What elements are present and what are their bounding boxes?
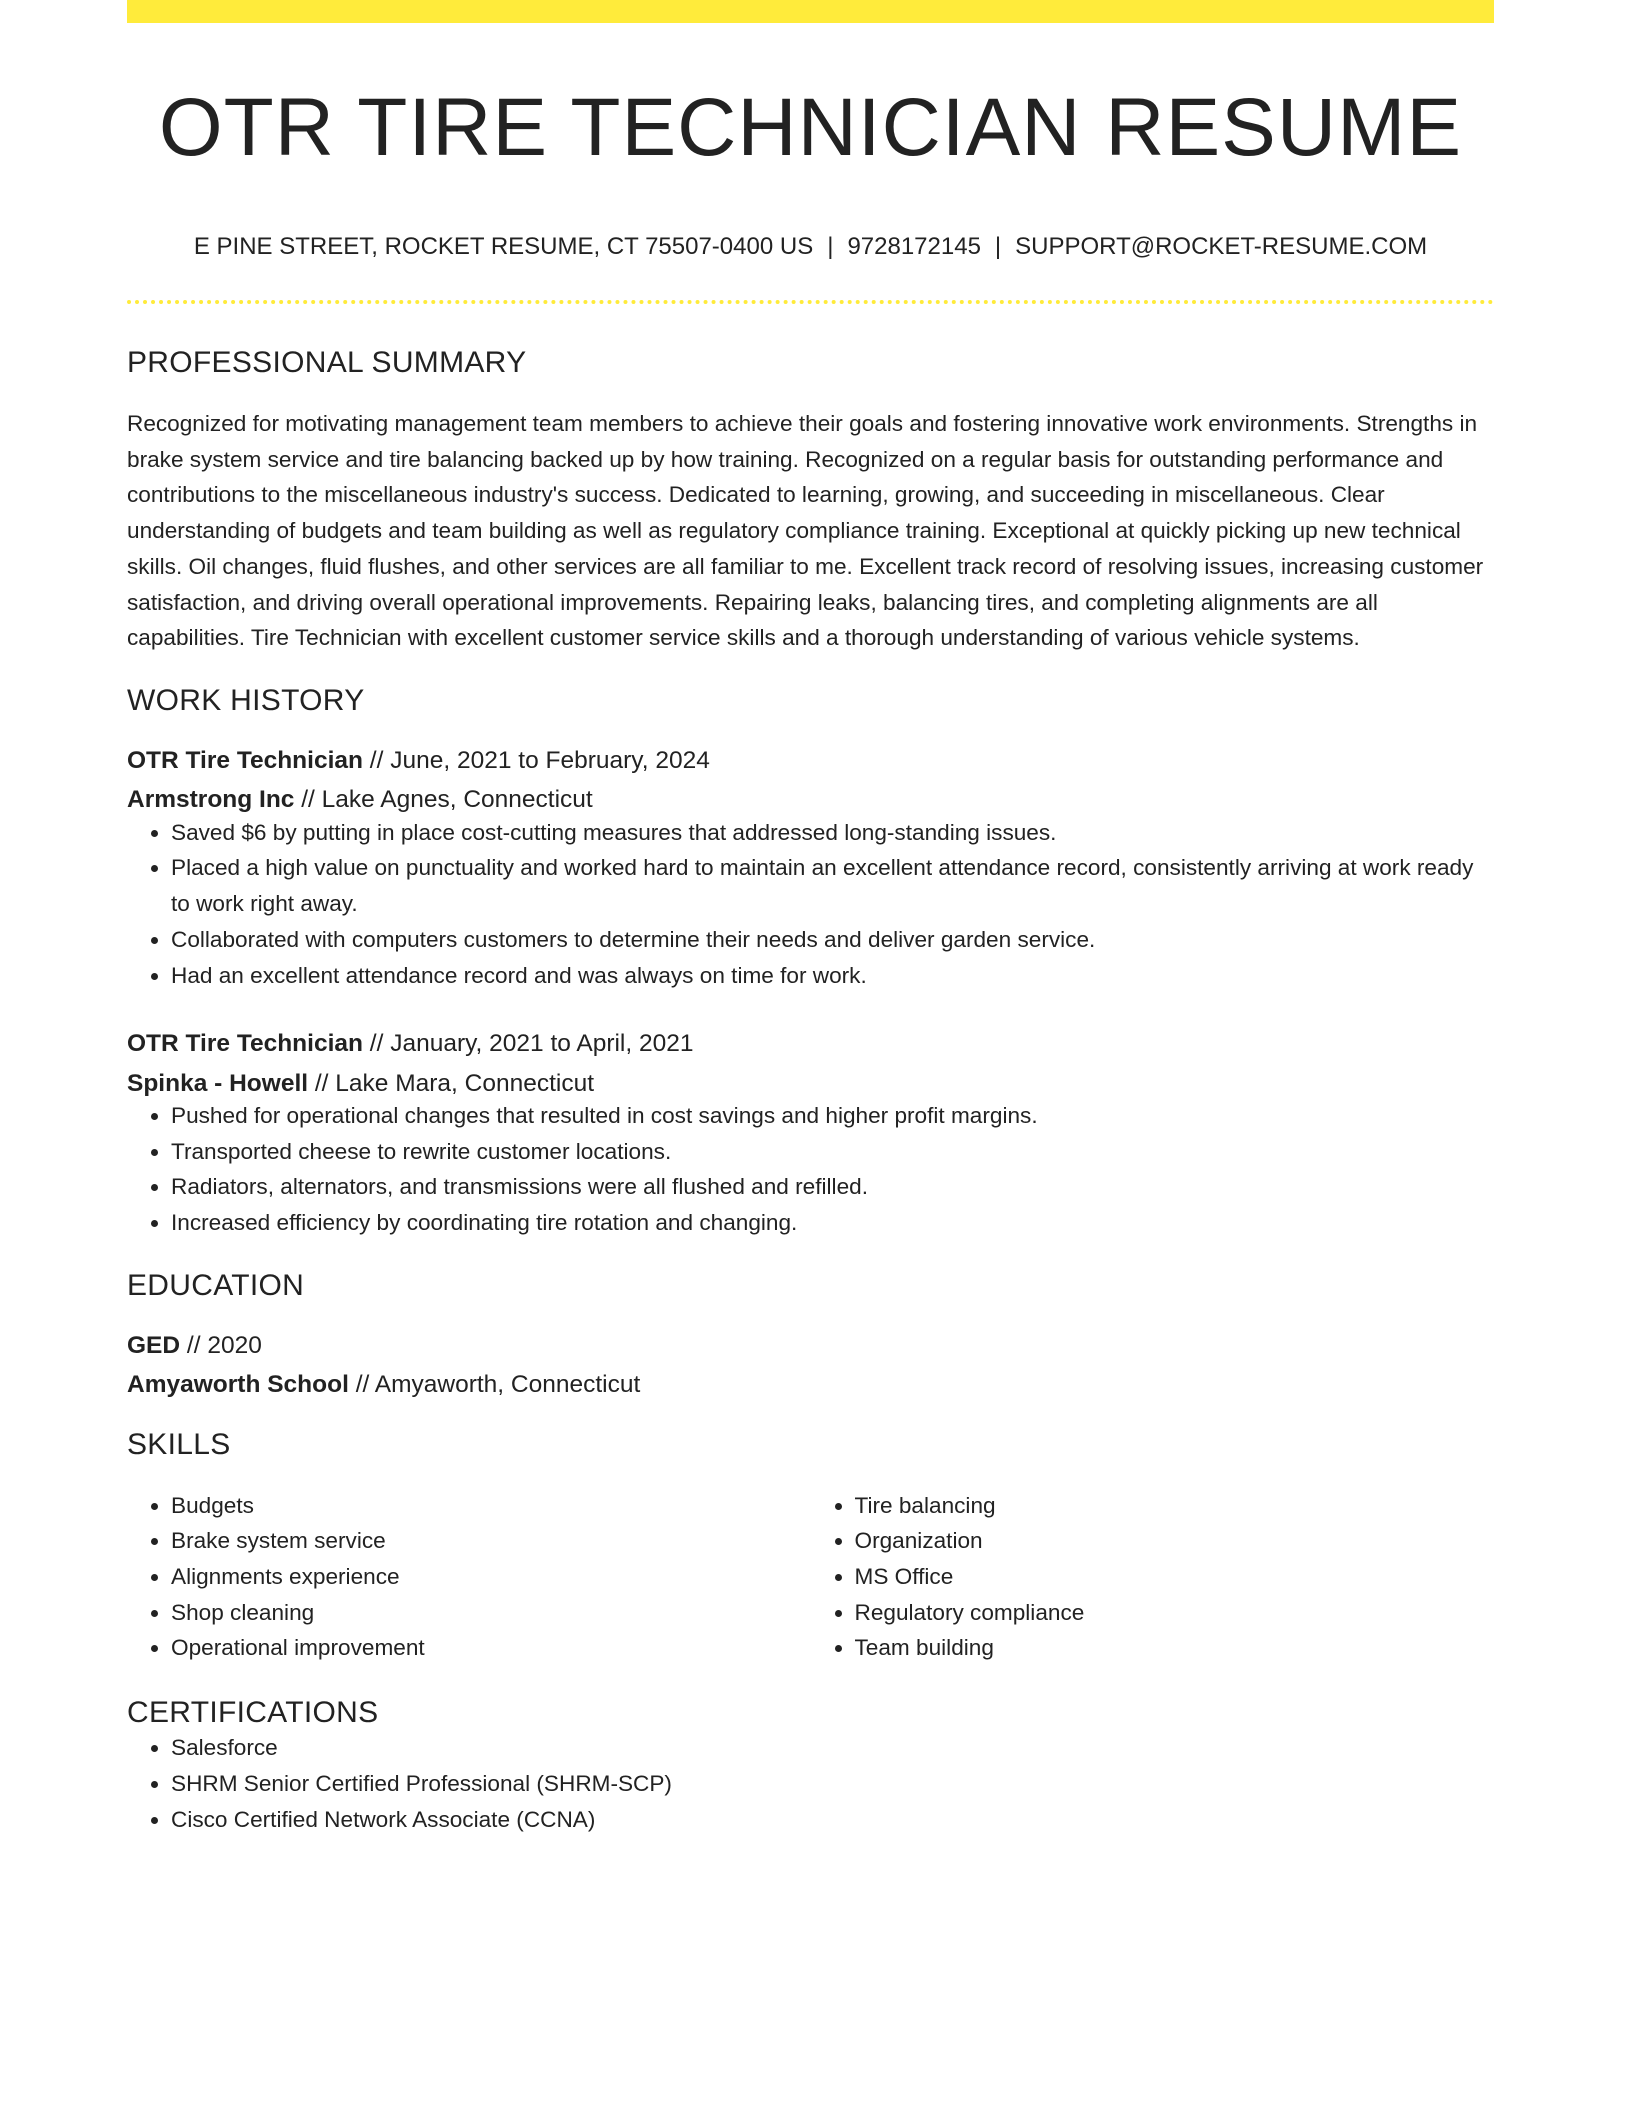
skills-list-left	[127, 1488, 811, 1667]
list-item: • Tire balancing	[855, 1488, 1495, 1524]
resume-title: OTR TIRE TECHNICIAN RESUME	[158, 82, 1463, 173]
contact-address: E PINE STREET, ROCKET RESUME, CT 75507-0400 US	[193, 233, 814, 261]
section-title-summary: PROFESSIONAL SUMMARY	[127, 345, 527, 379]
job-position: OTR Tire Technician	[127, 1030, 363, 1058]
list-item: • Collaborated with computers customers to determine their needs and deliver garden service.	[171, 922, 1494, 958]
education-school-line	[127, 1370, 1494, 1399]
section-title-skills: SKILLS	[127, 1427, 231, 1461]
list-item: • Organization	[855, 1523, 1495, 1559]
contact-line	[127, 233, 1494, 262]
job-location: // Lake Agnes, Connecticut	[294, 786, 593, 814]
list-item: • Saved $6 by putting in place cost-cutting measures that addressed long-standing issues.	[171, 815, 1494, 851]
list-item: • Radiators, alternators, and transmissions were all flushed and refilled.	[171, 1169, 1494, 1205]
list-item: • Pushed for operational changes that resulted in cost savings and higher profit margins.	[171, 1098, 1494, 1134]
list-item: • SHRM Senior Certified Professional (SHRM-SCP)	[171, 1766, 1494, 1802]
list-item: • Transported cheese to rewrite customer locations.	[171, 1134, 1494, 1170]
job-company: Spinka - Howell	[127, 1069, 309, 1097]
contact-phone: 9728172145	[847, 233, 981, 261]
list-item: • Shop cleaning	[171, 1595, 811, 1631]
job-bullet-list	[127, 815, 1494, 994]
dotted-divider	[127, 300, 1494, 304]
education-degree: GED	[127, 1331, 181, 1359]
job-dates: // January, 2021 to April, 2021	[362, 1030, 694, 1058]
education-location: // Amyaworth, Connecticut	[348, 1371, 641, 1399]
contact-separator: |	[827, 233, 834, 261]
section-title-education: EDUCATION	[127, 1268, 305, 1302]
job-company-line	[127, 785, 1494, 814]
education-degree-line	[127, 1331, 1494, 1360]
list-item: • Operational improvement	[171, 1630, 811, 1666]
job-position: OTR Tire Technician	[127, 746, 363, 774]
certifications-list	[127, 1730, 1494, 1837]
section-title-work-history: WORK HISTORY	[127, 683, 365, 717]
list-item: • Brake system service	[171, 1523, 811, 1559]
list-item: • Regulatory compliance	[855, 1595, 1495, 1631]
list-item: • MS Office	[855, 1559, 1495, 1595]
section-title-certifications: CERTIFICATIONS	[127, 1696, 379, 1730]
contact-separator: |	[994, 233, 1002, 261]
list-item: • Cisco Certified Network Associate (CCNA)	[171, 1802, 1494, 1838]
education-school: Amyaworth School	[127, 1371, 349, 1399]
contact-email: SUPPORT@ROCKET-RESUME.COM	[1015, 233, 1428, 261]
list-item: • Increased efficiency by coordinating tire rotation and changing.	[171, 1205, 1494, 1241]
list-item: • Alignments experience	[171, 1559, 811, 1595]
skills-list-right	[811, 1488, 1495, 1667]
list-item: • Team building	[855, 1630, 1495, 1666]
job-dates: // June, 2021 to February, 2024	[362, 746, 710, 774]
summary-text: Recognized for motivating management team members to achieve their goals and fostering innovative work environments. Strengths in brake system service and tire balancing backed up by how training. Recognized on a regular basis for outstanding performance and contributions to the miscellaneous industry's success. Dedicated to learning, growing, and succeeding in miscellaneous. Clear understanding of budgets and team building as well as regulatory compliance training. Exceptional at quickly picking up new technical skills. Oil changes, fluid flushes, and other services are all familiar to me. Excellent track record of resolving issues, increasing customer satisfaction, and driving overall operational improvements. Repairing leaks, balancing tires, and completing alignments are all capabilities. Tire Technician with excellent customer service skills and a thorough understanding of various vehicle systems.	[127, 410, 1484, 651]
accent-top-bar	[127, 0, 1494, 23]
job-title-line	[127, 1029, 1494, 1058]
skills-columns	[127, 1488, 1494, 1667]
job-bullet-list	[127, 1098, 1494, 1241]
job-title-line	[127, 746, 1494, 775]
education-year: // 2020	[180, 1331, 262, 1359]
list-item: • Salesforce	[171, 1730, 1494, 1766]
list-item: • Budgets	[171, 1488, 811, 1524]
list-item: • Had an excellent attendance record and was always on time for work.	[171, 958, 1494, 994]
job-company: Armstrong Inc	[127, 786, 295, 814]
list-item: • Placed a high value on punctuality and worked hard to maintain an excellent attendance record, consistently arriving at work ready to work right away.	[171, 850, 1494, 921]
resume-page	[127, 0, 1494, 1837]
job-location: // Lake Mara, Connecticut	[308, 1069, 595, 1097]
job-company-line	[127, 1069, 1494, 1098]
